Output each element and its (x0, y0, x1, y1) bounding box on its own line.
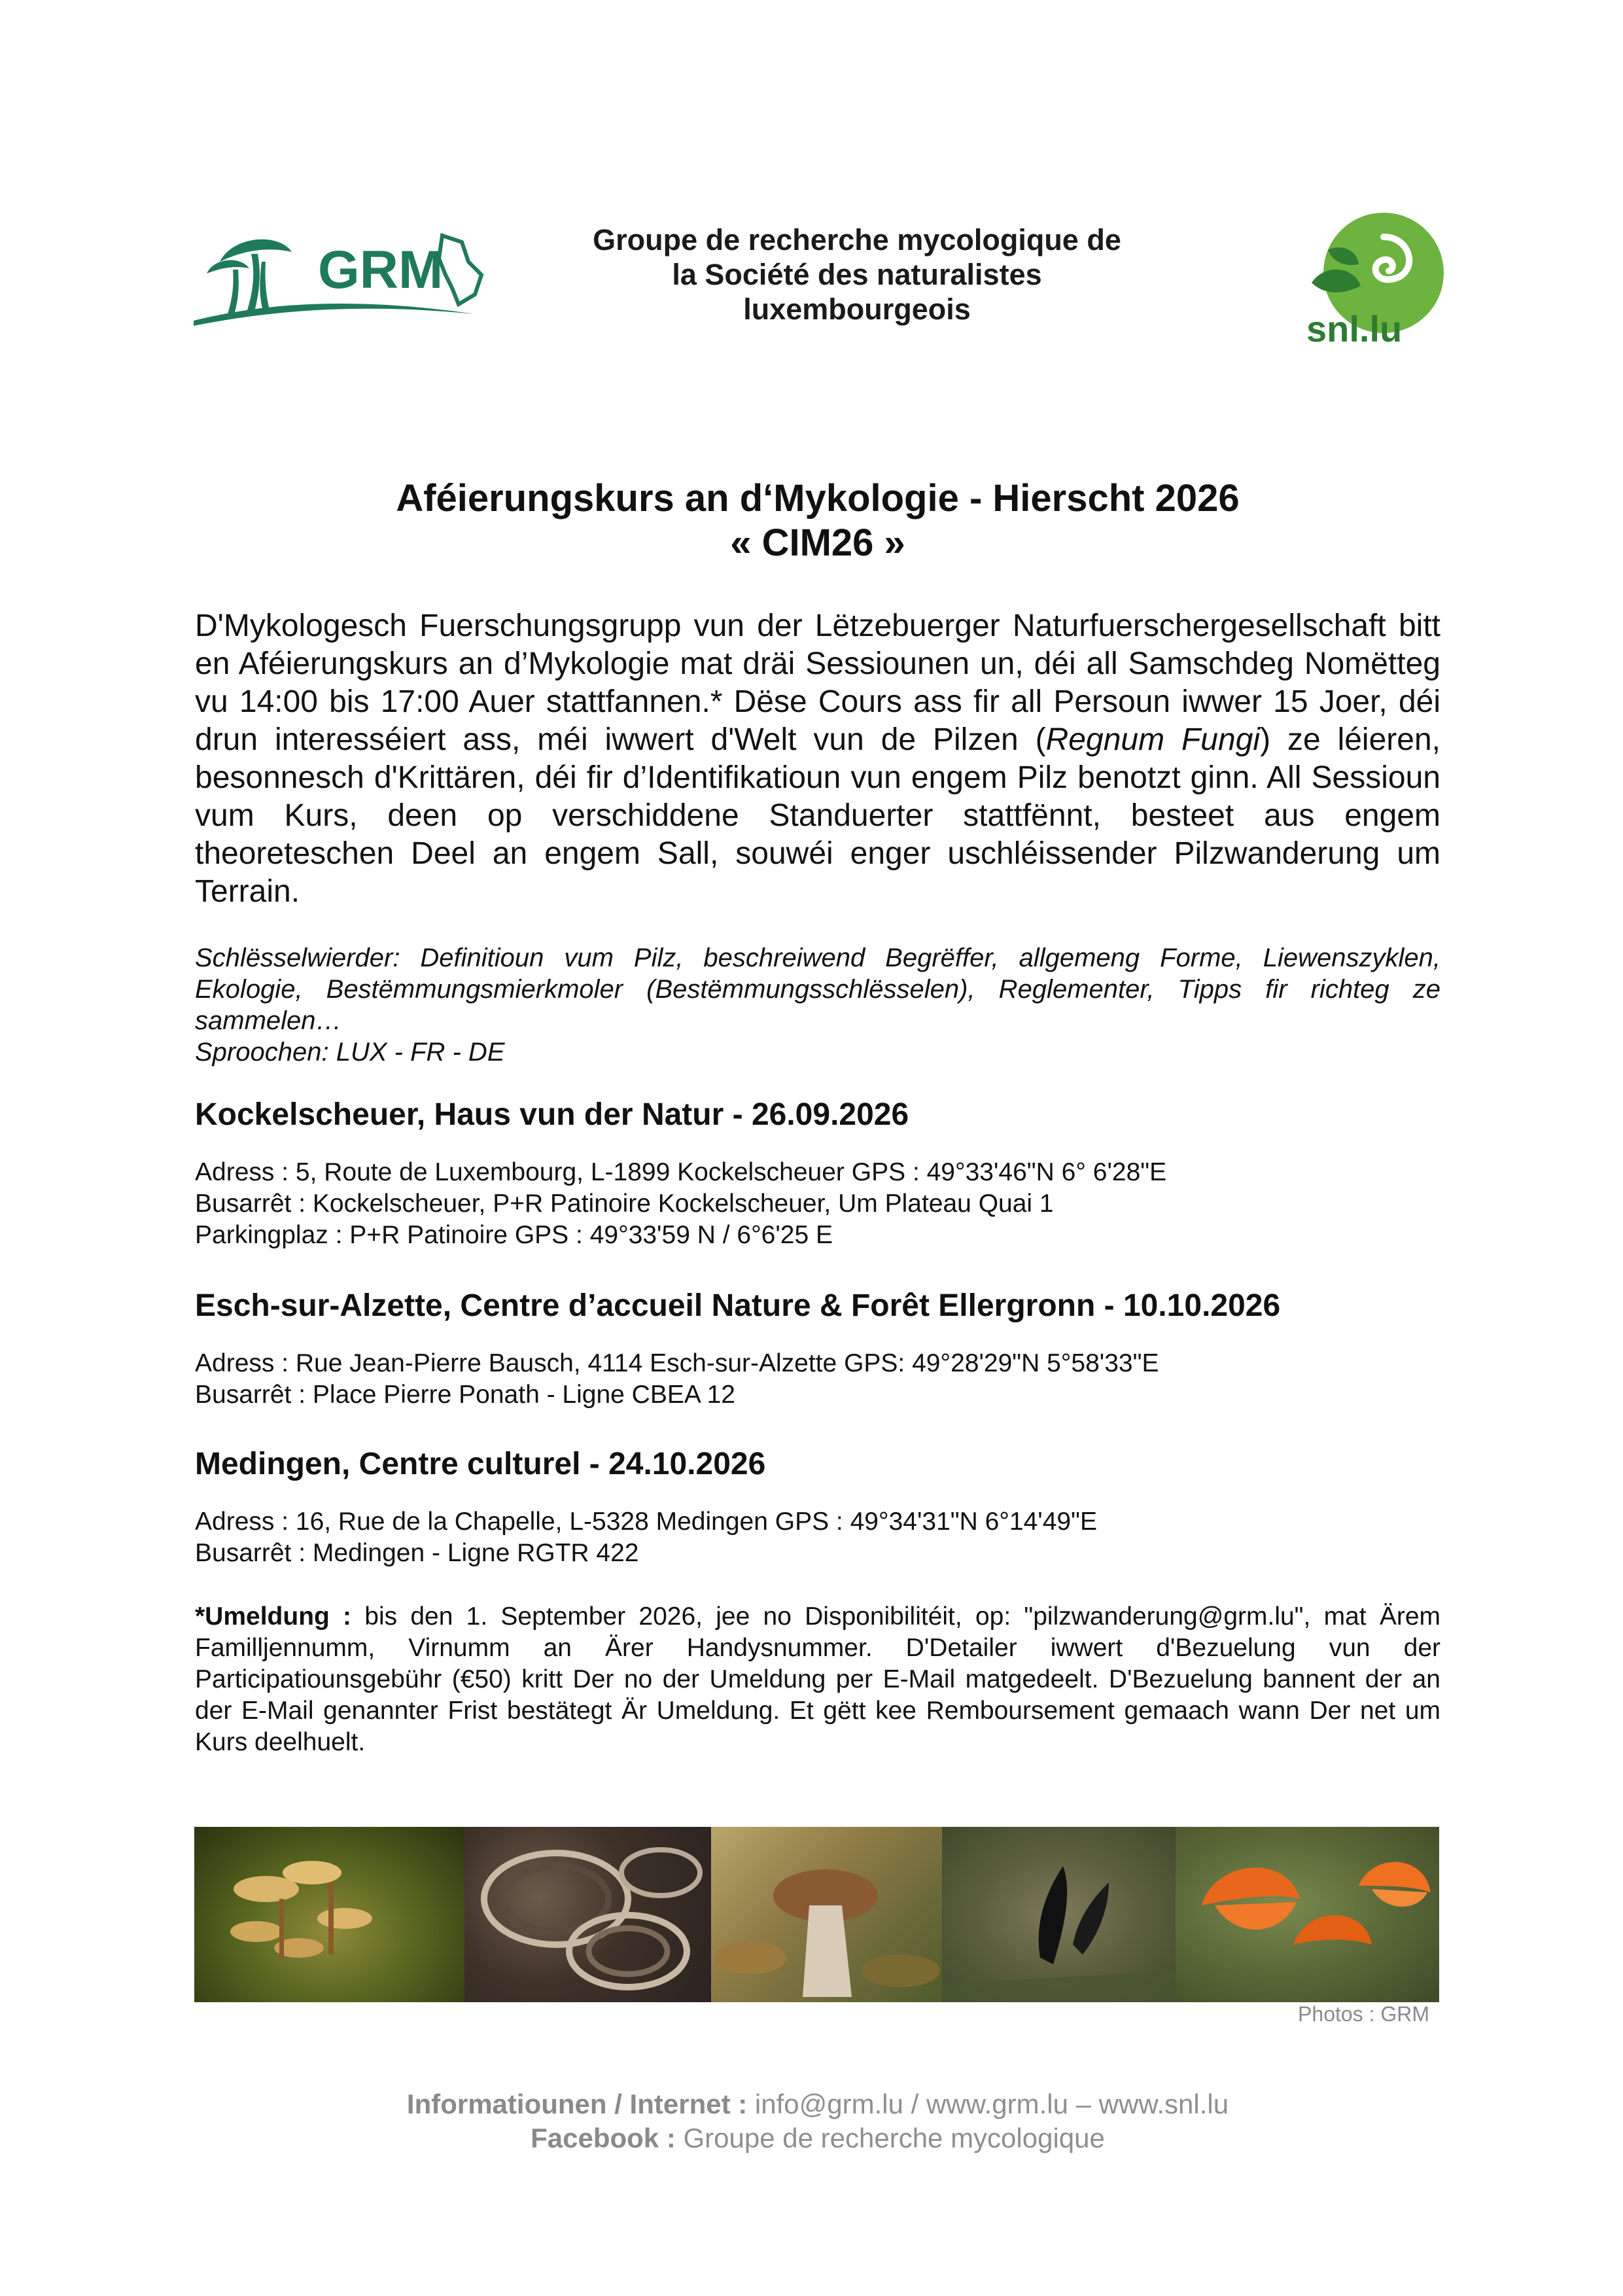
footer (196, 2087, 1439, 2155)
keywords-text: Schlësselwierder: Definitioun vum Pilz, beschreiwend Begrëffer, allgemeng Forme, Liewenszyklen, Ekologie, Bestëmmungsmierkmoler (Bestëmmungsschlësselen), Reglementer, Tipps fir richteg ze sammelen… (195, 944, 1440, 1035)
session-parking: Parkingplaz : P+R Patinoire GPS : 49°33'59 N / 6°6'25 E (195, 1221, 833, 1249)
session-medingen (195, 1446, 1440, 1569)
session-address: Adress : 16, Rue de la Chapelle, L-5328 Medingen GPS : 49°34'31"N 6°14'49"E (195, 1508, 1097, 1536)
footer-contact-text[interactable]: info@grm.lu / www.grm.lu – www.snl.lu (747, 2089, 1229, 2119)
intro-text-1: D'Mykologesch Fuerschungsgrupp vun der Lëtzebuerger Naturfuerschergesellschaft bitt en Aféierungskurs an d’Mykologie mat dräi Sessiounen un, déi all Samschdeg Nomëtteg vu 14:00 bis 17:00 Auer stattfannen.* Dëse Cours ass fir all Persoun iwwer 15 Joer, déi drun interesséiert ass, méi iwwert d'Welt vun de Pilzen ( (195, 609, 1440, 757)
intro-latin-term: Regnum Fungi (1045, 722, 1261, 757)
snl-logo-text: snl.lu (1306, 308, 1403, 348)
session-address: Adress : Rue Jean-Pierre Bausch, 4114 Esch-sur-Alzette GPS: 49°28'29"N 5°58'33"E (195, 1349, 1159, 1377)
snl-logo (1299, 211, 1452, 348)
footer-facebook-label: Facebook : (531, 2123, 676, 2153)
org-name-line-3: luxembourgeois (743, 292, 971, 326)
org-name-line-2: la Société des naturalistes (672, 258, 1042, 291)
footer-facebook-text[interactable]: Groupe de recherche mycologique (675, 2123, 1105, 2153)
title-line-1: Aféierungskurs an d‘Mykologie - Hierscht 2026 (396, 477, 1240, 520)
session-kockelscheuer (195, 1097, 1440, 1251)
session-bus-stop: Busarrêt : Medingen - Ligne RGTR 422 (195, 1539, 639, 1567)
grm-logo-text: GRM (318, 240, 444, 300)
session-bus-stop: Busarrêt : Kockelscheuer, P+R Patinoire Kockelscheuer, Um Plateau Quai 1 (195, 1190, 1054, 1218)
footer-contact-label: Informatiounen / Internet : (406, 2089, 748, 2119)
photo-golden-caps (194, 1827, 464, 2002)
photo-bolete (711, 1827, 942, 2002)
footer-facebook-line (196, 2121, 1439, 2155)
photo-orange-peel (1176, 1827, 1439, 2002)
org-name-line-1: Groupe de recherche mycologique de (593, 223, 1121, 256)
photos-credit: Photos : GRM (1298, 2002, 1429, 2026)
registration-text: bis den 1. September 2026, jee no Disponibilitéit, op: "pilzwanderung@grm.lu", mat Ärem Familljennumm, Virnumm an Ärer Handysnummer. D'Detailer iwwert d'Bezuelung vun der Participatiounsgebühr (€50) kritt Der no der Umeldung per E-Mail matgedeelt. D'Bezuelung bannent der an der E-Mail genannter Frist bestätegt Är Umeldung. Et gëtt kee Remboursement gemaach wann Der net um Kurs deelhuelt. (195, 1602, 1440, 1756)
session-heading: Kockelscheuer, Haus vun der Natur - 26.09.2026 (195, 1097, 909, 1132)
page-title (196, 476, 1439, 565)
session-esch-sur-alzette (195, 1288, 1440, 1411)
keywords-block (195, 942, 1440, 1068)
registration-label: *Umeldung : (195, 1602, 352, 1631)
registration-paragraph (195, 1601, 1440, 1758)
photo-earth-tongue (942, 1827, 1176, 2002)
session-heading: Esch-sur-Alzette, Centre d’accueil Nature & Forêt Ellergronn - 10.10.2026 (195, 1288, 1281, 1323)
intro-paragraph (195, 607, 1440, 911)
photo-turkey-tail (464, 1827, 711, 2002)
session-bus-stop: Busarrêt : Place Pierre Ponath - Ligne CBEA 12 (195, 1381, 735, 1409)
session-heading: Medingen, Centre culturel - 24.10.2026 (195, 1447, 766, 1481)
session-address: Adress : 5, Route de Luxembourg, L-1899 Kockelscheuer GPS : 49°33'46"N 6° 6'28"E (195, 1158, 1167, 1186)
grm-logo (194, 222, 488, 327)
mushroom-photos-strip (194, 1827, 1439, 2002)
title-line-2: « CIM26 » (730, 521, 905, 564)
organisation-name (536, 222, 1178, 327)
footer-contact-line (196, 2087, 1439, 2121)
languages-text: Sproochen: LUX - FR - DE (195, 1038, 505, 1067)
intro-text-2: ) ze léieren, besonnesch d'Krittären, déi fir d’Identifikatioun vun engem Pilz benotzt ginn. All Sessioun vum Kurs, deen op verschiddene Standuerter stattfënnt, besteet aus engem theoreteschen Deel an engem Sall, souwéi enger uschléissender Pilzwanderung um Terrain. (195, 722, 1441, 909)
